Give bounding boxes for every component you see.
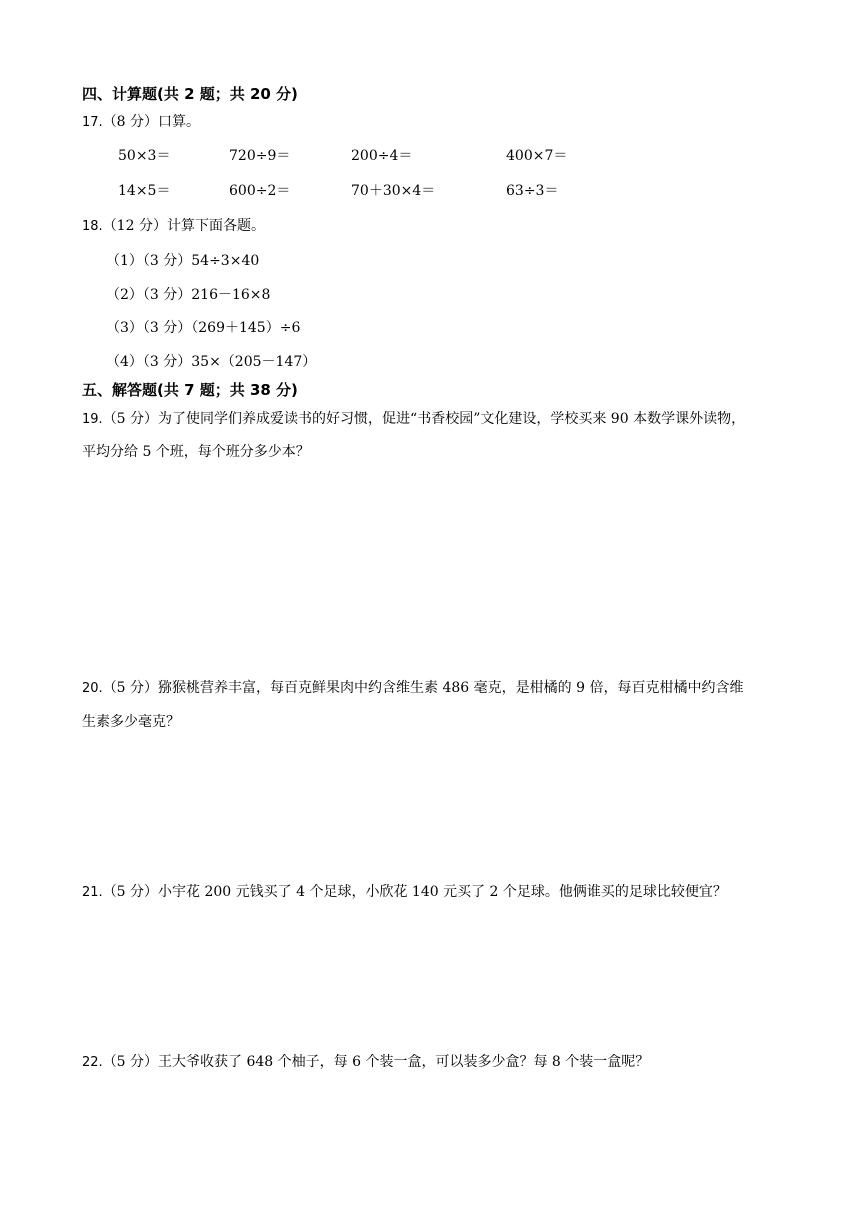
question-17-text: （8 分）口算。 [102, 114, 201, 130]
oral-calc-item: 600÷2＝ [229, 183, 291, 199]
section-5-title: 五、解答题(共 7 题；共 38 分) [82, 381, 298, 399]
question-21-number: 21. [82, 885, 103, 900]
question-22 [82, 1052, 649, 1073]
question-17 [82, 112, 200, 133]
section-4-title: 四、计算题(共 2 题；共 20 分) [82, 85, 298, 103]
oral-calc-item: 14×5＝ [118, 183, 171, 199]
oral-calc-item: 400×7＝ [506, 148, 568, 164]
question-17-number: 17. [82, 115, 103, 130]
calc-subitem: （1）（3 分）54÷3×40 [106, 253, 260, 269]
question-21-text: （5 分）小宇花 200 元钱买了 4 个足球，小欣花 140 元买了 2 个足球。他俩谁买的足球比较便宜？ [102, 884, 727, 900]
question-20-line-1 [82, 678, 743, 699]
oral-calc-item: 63÷3＝ [506, 183, 559, 199]
question-20-line-2: 生素多少毫克？ [82, 714, 180, 730]
oral-calc-item: 200÷4＝ [351, 148, 413, 164]
oral-calc-item: 50×3＝ [118, 148, 171, 164]
calc-subitem: （4）（3 分）35×（205－147） [106, 354, 317, 370]
question-22-number: 22. [82, 1055, 103, 1070]
calc-subitem: （3）（3 分）（269＋145）÷6 [106, 320, 301, 336]
question-18 [82, 216, 265, 237]
oral-calc-item: 720÷9＝ [229, 148, 291, 164]
oral-calc-item: 70＋30×4＝ [351, 183, 436, 199]
question-20-text: （5 分）猕猴桃营养丰富，每百克鲜果肉中约含维生素 486 毫克，是柑橘的 9 倍，每百克柑橘中约含维 [102, 680, 744, 696]
question-19-line-1 [82, 409, 745, 430]
question-20-number: 20. [82, 681, 103, 696]
question-18-number: 18. [82, 219, 103, 234]
question-21 [82, 882, 727, 903]
calc-subitem: （2）（3 分）216－16×8 [106, 287, 271, 303]
question-18-text: （12 分）计算下面各题。 [102, 218, 265, 234]
question-19-line-2: 平均分给 5 个班，每个班分多少本？ [82, 444, 310, 460]
question-22-text: （5 分）王大爷收获了 648 个柚子，每 6 个装一盒，可以装多少盒？每 8 个装一盒呢？ [102, 1054, 650, 1070]
question-19-number: 19. [82, 412, 103, 427]
question-19-text: （5 分）为了使同学们养成爱读书的好习惯，促进“书香校园”文化建设，学校买来 90 本数学课外读物， [102, 411, 746, 427]
